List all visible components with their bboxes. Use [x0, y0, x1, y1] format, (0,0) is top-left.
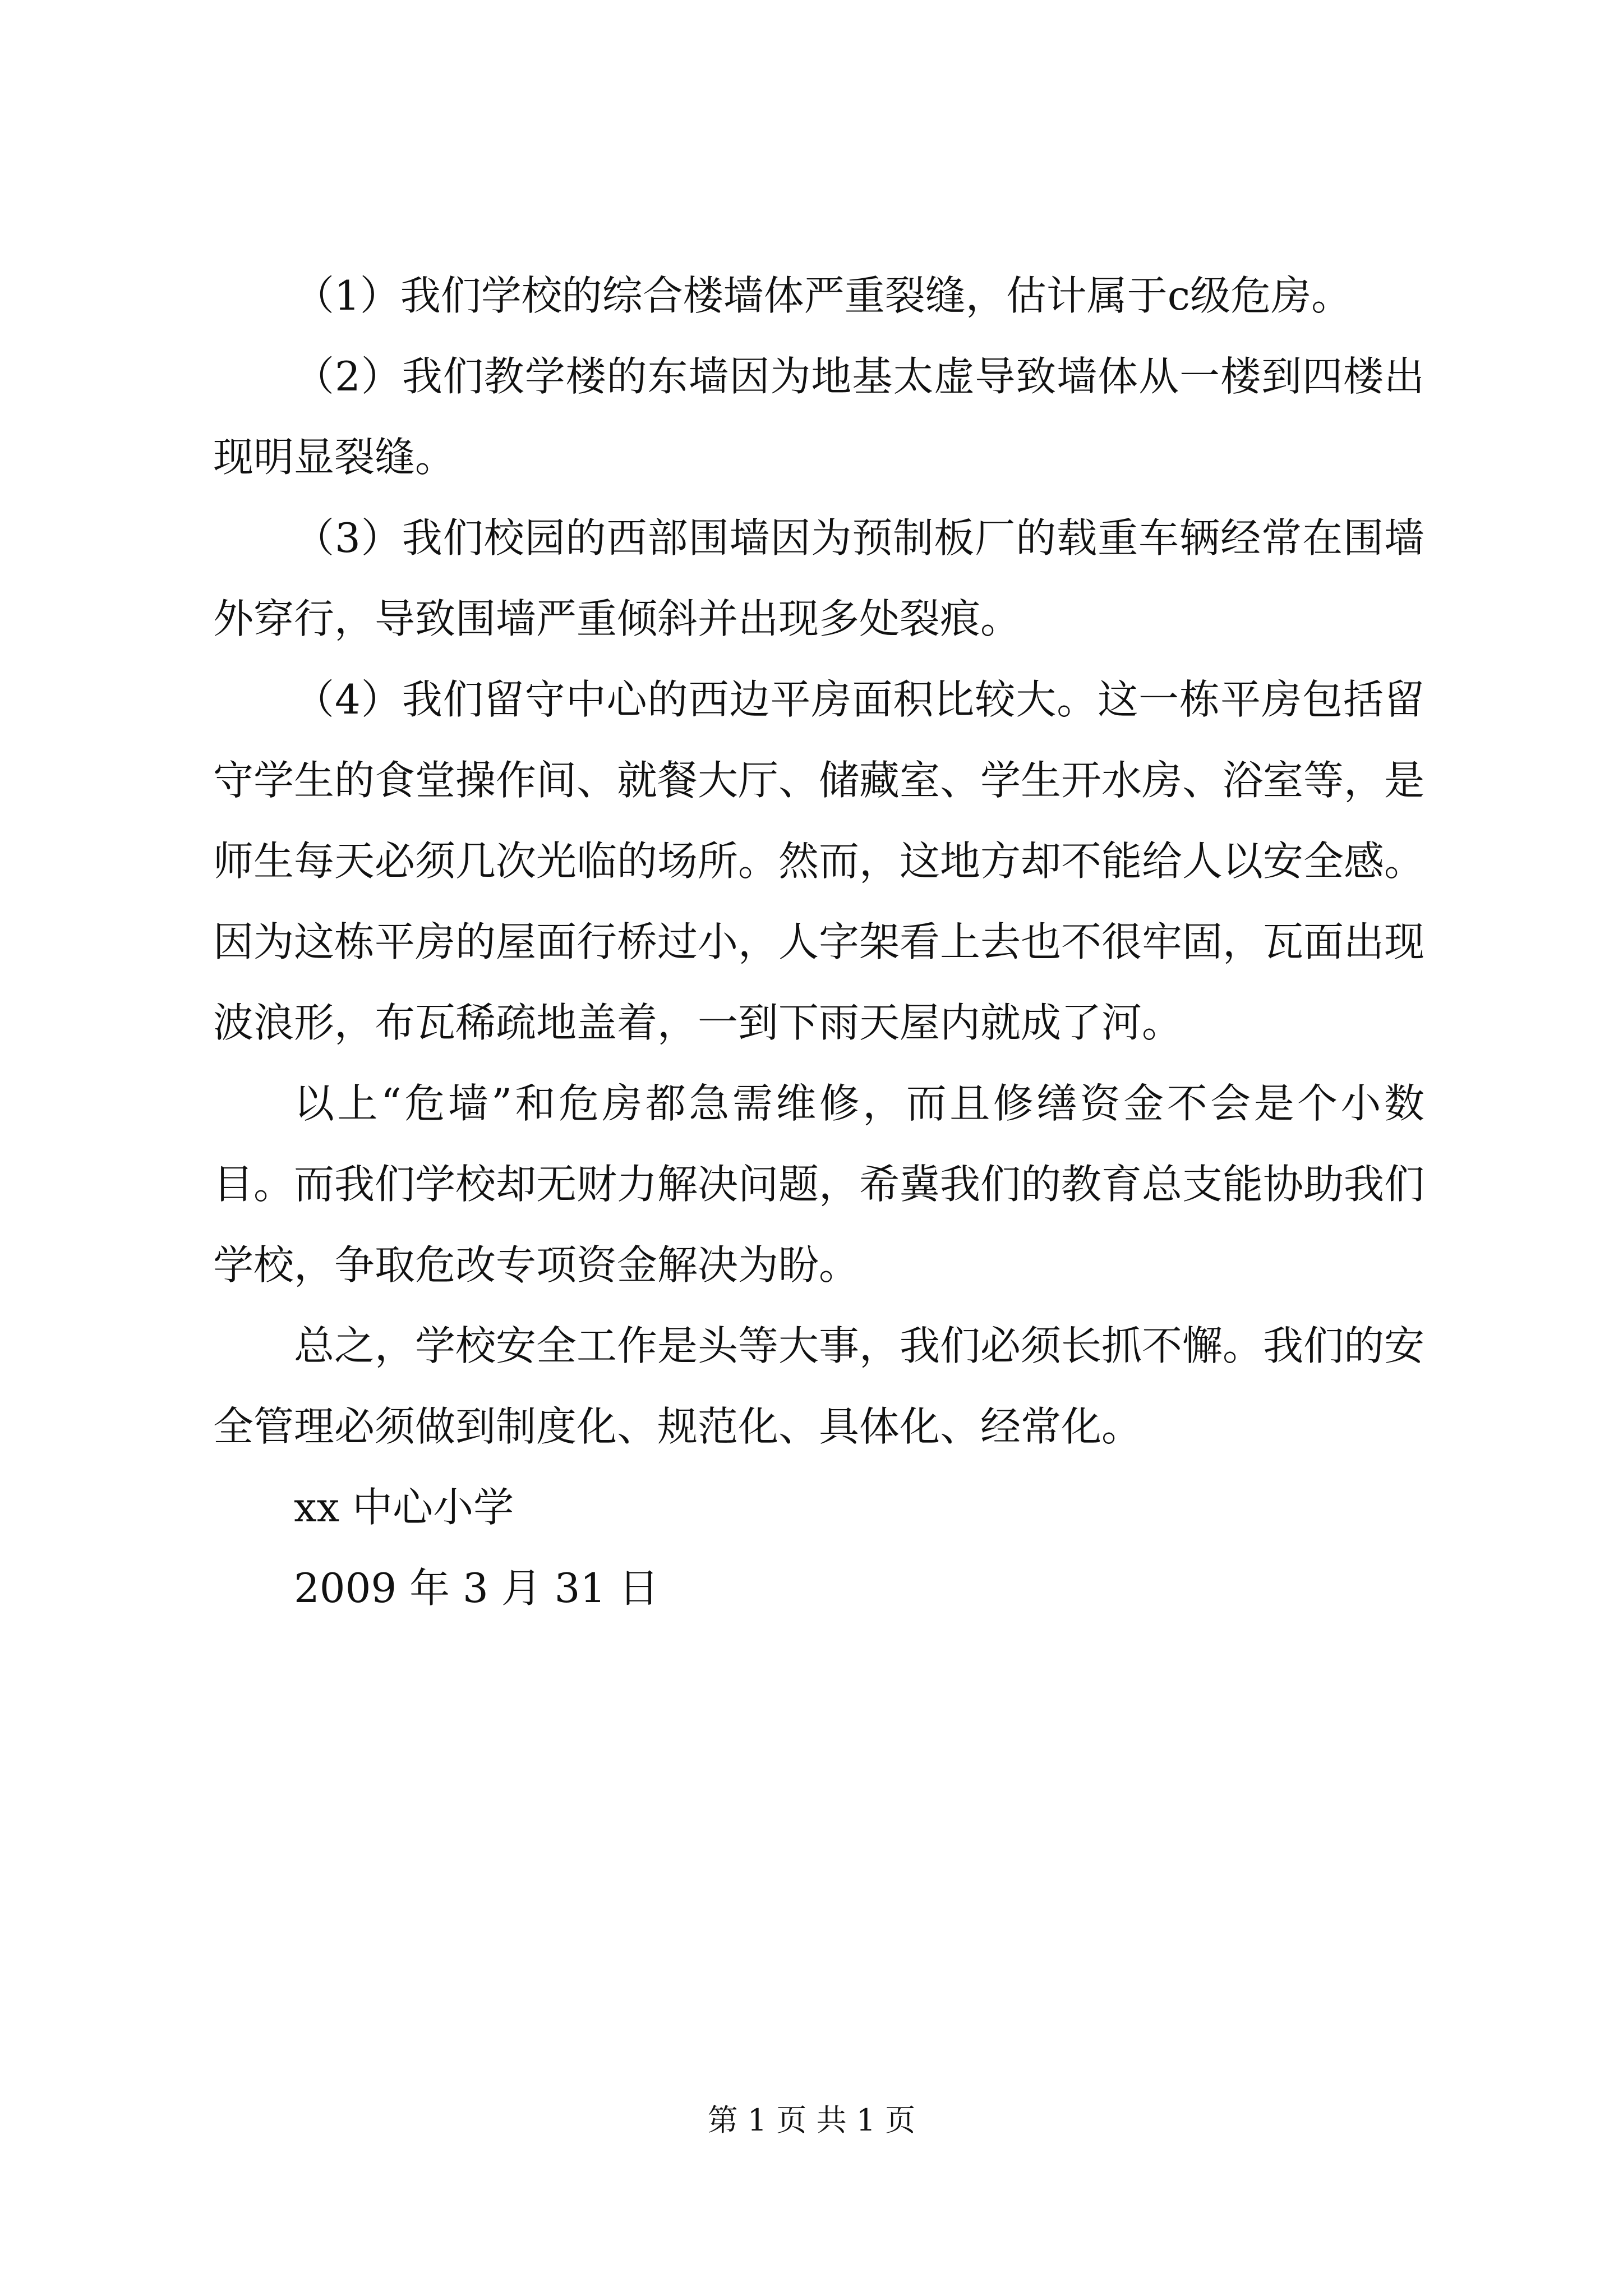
paragraph-item-2: （2）我们教学楼的东墙因为地基太虚导致墙体从一楼到四楼出现明显裂缝。 — [213, 353, 1424, 481]
page-number-footer: 第 1 页 共 1 页 — [707, 2102, 916, 2138]
paragraph-conclusion: 总之，学校安全工作是头等大事，我们必须长抓不懈。我们的安全管理必须做到制度化、规范化、具体化、经常化。 — [213, 1322, 1425, 1450]
document-body — [213, 255, 1424, 1628]
paragraph-item-1: （1）我们学校的综合楼墙体严重裂缝，估计属于c级危房。 — [294, 272, 1352, 319]
paragraph-repair-request: 以上“危墙”和危房都急需维修，而且修缮资金不会是个小数目。而我们学校却无财力解决问题，希冀我们的教育总支能协助我们学校，争取危改专项资金解决为盼。 — [213, 1080, 1425, 1289]
paragraph-item-3: （3）我们校园的西部围墙因为预制板厂的载重车辆经常在围墙外穿行，导致围墙严重倾斜并出现多处裂痕。 — [213, 514, 1424, 642]
signature-organization: xx 中心小学 — [294, 1484, 514, 1531]
paragraph-item-4: （4）我们留守中心的西边平房面积比较大。这一栋平房包括留守学生的食堂操作间、就餐大厅、储藏室、学生开水房、浴室等，是师生每天必须几次光临的场所。然而，这地方却不能给人以安全感。因为这栋平房的屋面行桥过小，人字架看上去也不很牢固，瓦面出现波浪形，布瓦稀疏地盖着，一到下雨天屋内就成了河。 — [213, 676, 1425, 1046]
signature-date: 2009 年 3 月 31 日 — [294, 1565, 660, 1612]
